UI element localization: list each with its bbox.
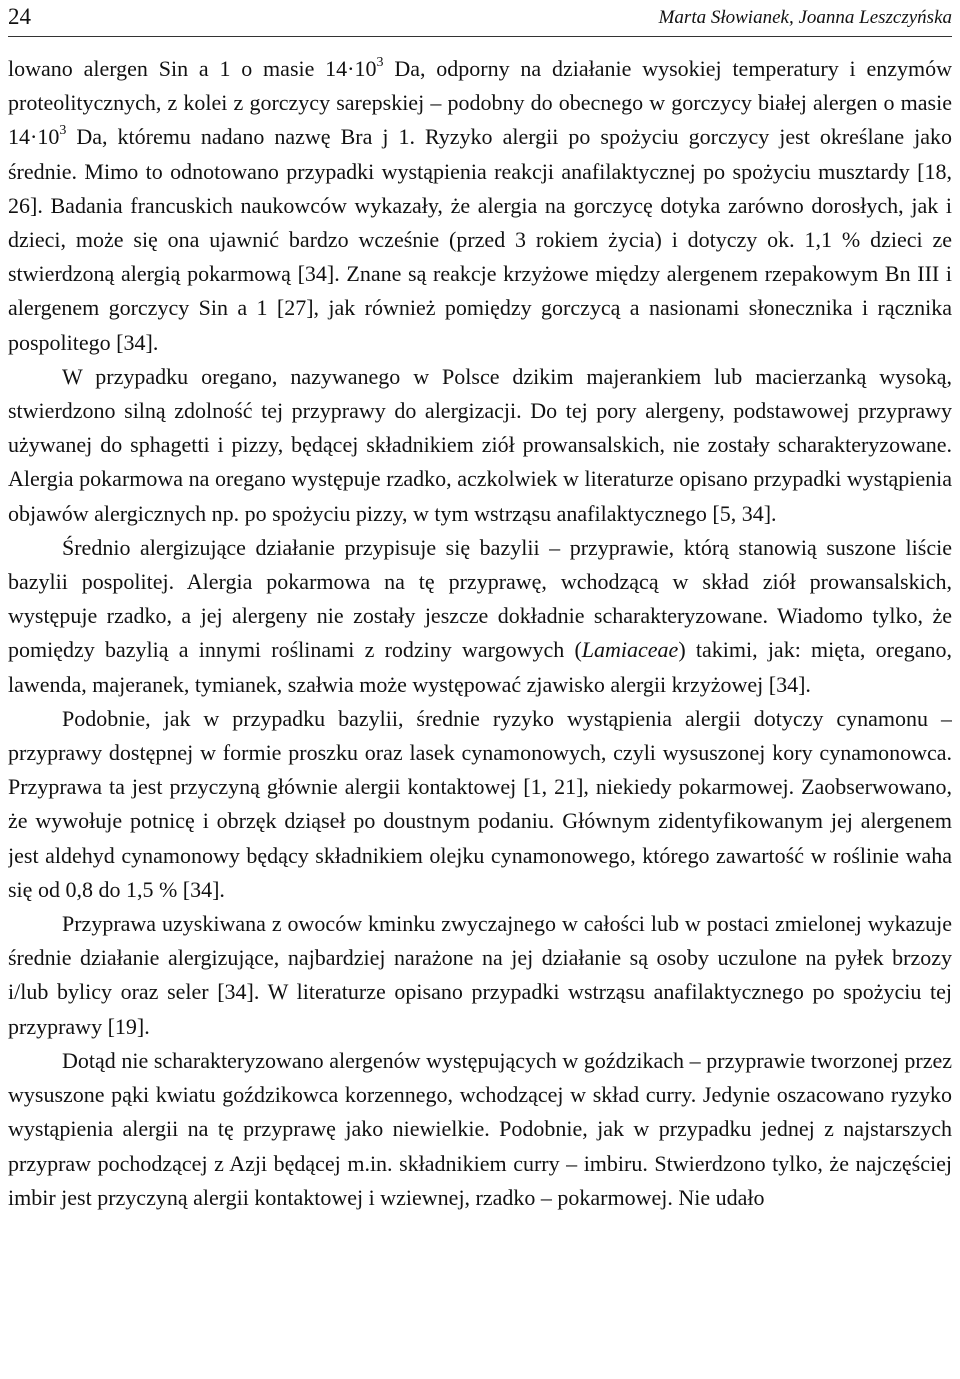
paragraph-cinnamon: [8, 702, 952, 907]
document-page: [8, 0, 952, 1379]
body-text: [8, 52, 952, 1215]
page-header: [8, 0, 952, 37]
text-run: Średnio alergizujące działanie przypisuje się bazylii – przyprawie, którą stanowią suszone liście bazylii pospolitej. Alergia pokarmowa na tę przyprawę, wchodzącą w skład ziół prowansalskich, występuje rzadko, a jej alergeny nie zostały jeszcze dokładnie scharakteryzowane. Wiadomo tylko, że pomiędzy bazylią a innymi roślinami z rodziny wargowych (: [8, 534, 952, 663]
paragraph-caraway: [8, 907, 952, 1044]
text-run: lowano alergen Sin a 1 o masie 14·10: [8, 56, 377, 81]
text-run: Przyprawa uzyskiwana z owoców kminku zwyczajnego w całości lub w postaci zmielonej wykazuje średnie działanie alergizujące, najbardziej narażone na jej działanie są osoby uczulone na pyłek brzozy i/lub bylicy oraz seler [34]. W literaturze opisano przypadki wstrząsu anafilaktycznego po spożyciu tej przyprawy [19].: [8, 911, 952, 1039]
paragraph-oregano: [8, 360, 952, 531]
paragraph-mustard: [8, 52, 952, 360]
text-run: ) takimi, jak: mięta, oregano, lawenda, majeranek, tymianek, szałwia może występować zjawisko alergii krzyżowej [34].: [8, 637, 952, 697]
running-head-authors: Marta Słowianek, Joanna Leszczyńska: [658, 7, 952, 28]
paragraph-cloves-ginger: [8, 1044, 952, 1215]
text-run: Dotąd nie scharakteryzowano alergenów występujących w goździkach – przyprawie tworzonej przez wysuszone pąki kwiatu goździkowca korzennego, wchodzącej w skład curry. Jedynie oszacowano ryzyko wystąpienia alergii na tę przyprawę jako niewielkie. Podobnie, jak w przypadku jednej z najstarszych przypraw pochodzącej z Azji będącej m.in. składnikiem curry – imbiru. Stwierdzono tylko, że najczęściej imbir jest przyczyną alergii kontaktowej i wziewnej, rzadko – pokarmowej. Nie udało: [8, 1047, 952, 1210]
italic-term: Lamiaceae: [581, 637, 679, 663]
text-run: W przypadku oregano, nazywanego w Polsce dzikim majerankiem lub macierzanką wysoką, stwierdzono silną zdolność tej przyprawy do alergizacji. Do tej pory alergeny, podstawowej przyprawy używanej do sphagetti i pizzy, będącej składnikiem ziół prowansalskich, nie zostały scharakteryzowane. Alergia pokarmowa na oregano występuje rzadko, aczkolwiek w literaturze opisano przypadki wystąpienia objawów alergicznych np. po spożyciu pizzy, w tym wstrząsu anafilaktycznego [5, 34].: [8, 363, 952, 526]
superscript-exponent: 3: [59, 123, 67, 139]
text-run: Podobnie, jak w przypadku bazylii, średnie ryzyko wystąpienia alergii dotyczy cynamonu – przyprawy dostępnej w formie proszku oraz lasek cynamonowych, czyli wysuszonej kory cynamonowca. Przyprawa ta jest przyczyną głównie alergii kontaktowej [1, 21], niekiedy pokarmowej. Zaobserwowano, że wywołuje potnicę i obrzęk dziąseł po doustnym podaniu. Głównym zidentyfikowanym jej alergenem jest aldehyd cynamonowy będący składnikiem olejku cynamonowego, którego zawartość w roślinie waha się od 0,8 do 1,5 % [34].: [8, 705, 952, 902]
text-run: Da, któremu nadano nazwę Bra j 1. Ryzyko alergii po spożyciu gorczycy jest określane jako średnie. Mimo to odnotowano przypadki wystąpienia reakcji anafilaktycznej po spożyciu musztardy [18, 26]. Badania francuskich naukowców wykazały, że alergia na gorczycę dotyka zarówno dorosłych, jak i dzieci, może się ona ujawnić bardzo wcześnie (przed 3 rokiem życia) i dotyczy ok. 1,1 % dzieci ze stwierdzoną alergią pokarmową [34]. Znane są reakcje krzyżowe między alergenem rzepakowym Bn III i alergenem gorczycy Sin a 1 [27], jak również pomiędzy gorczycą a nasionami słonecznika i rącznika pospolitego [34].: [8, 124, 952, 355]
paragraph-basil: [8, 531, 952, 702]
page-number: 24: [8, 4, 31, 29]
text-run: Da, odporny na działanie wysokiej temperatury i enzymów proteolitycznych, z kolei z gorczycy sarepskiej – podobny do obecnego w gorczycy białej alergen o masie 14·10: [8, 56, 952, 150]
superscript-exponent: 3: [376, 54, 384, 70]
